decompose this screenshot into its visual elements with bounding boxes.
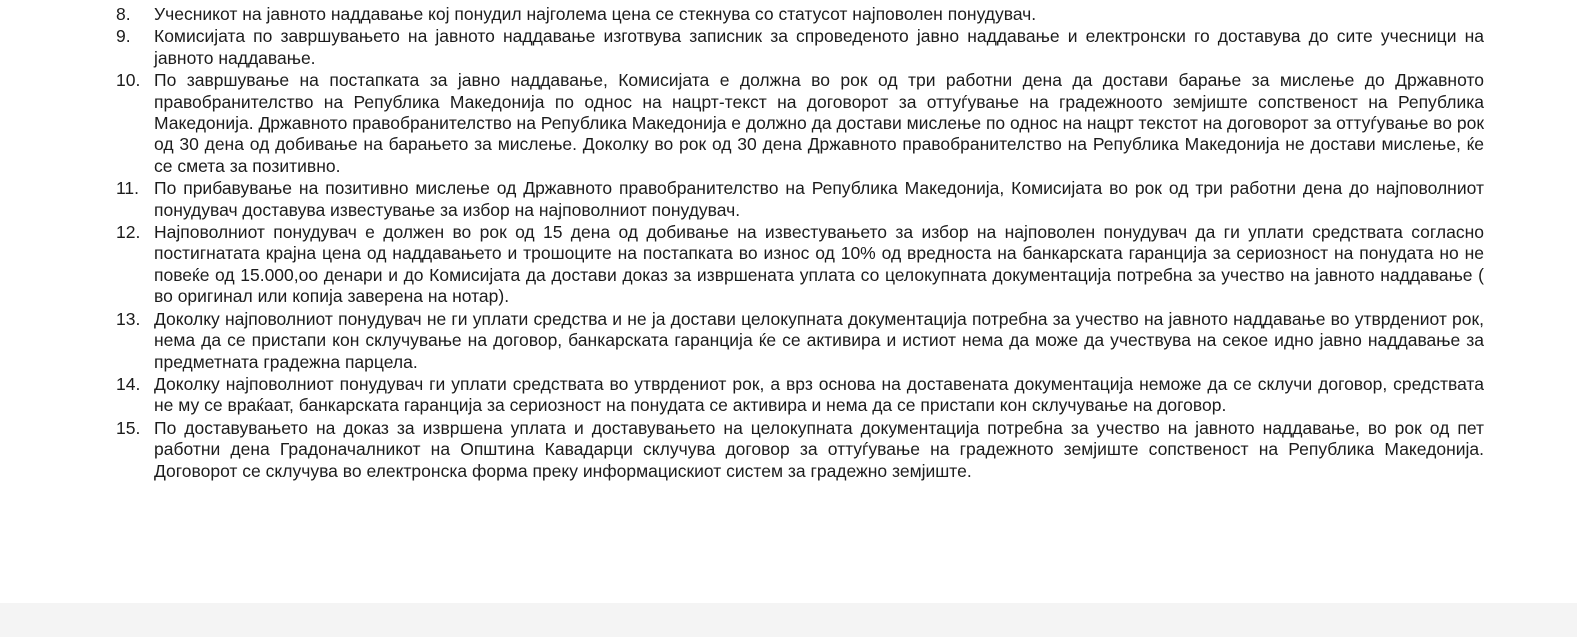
numbered-provisions-list	[116, 4, 1484, 483]
list-item	[116, 26, 1484, 69]
item-text: По прибавување на позитивно мислење од Државното правобранителство на Република Македонија, Комисијата во рок од три работни дена до најповолниот понудувач доставува известување за избор на најповолниот понудувач.	[154, 178, 1484, 220]
list-item	[116, 418, 1484, 482]
list-item	[116, 374, 1484, 417]
item-text: Најповолниот понудувач е должен во рок од 15 дена од добивање на известувањето за избор на најповолен понудувач да ги уплати средствата согласно постигнатата крајна цена од наддавањето и трошоците на постапката во износ од 10% од вредноста на банкарската гаранција за сериозност на понудата но не повеќе од 15.000,оо денари и до Комисијата да достави доказ за извршената уплата со целокупната документација потребна за учество на јавното наддавање ( во оригинал или копија заверена на нотар).	[154, 222, 1484, 307]
list-item	[116, 178, 1484, 221]
scan-bottom-margin	[0, 603, 1577, 637]
item-text: По завршување на постапката за јавно наддавање, Комисијата е должна во рок од три работни дена да достави барање за мислење до Државното правобранителство на Република Македонија по однос на нацрт-текст на договорот за оттуѓување на градежноото земјиште сопственост на Република Македонија. Државното правобранителство на Република Македонија е должно да достави мислење по однос на нацрт текстот на договорот за оттуѓување во рок од 30 дена од добивање на барањето за мислење. Доколку во рок од 30 дена Државното правобранителство на Република Македонија не достави мислење, ќе се смета за позитивно.	[154, 70, 1484, 176]
item-number: 12.	[116, 222, 141, 243]
item-number: 14.	[116, 373, 141, 394]
item-text: Доколку најповолниот понудувач не ги уплати средства и не ја достави целокупната документација потребна за учество на јавното наддавање во утврдениот рок, нема да се пристапи кон склучување на договор, банкарската гаранција ќе се активира и истиот нема да може да учествува на секое идно јавно наддавање за предметната градежна парцела.	[154, 308, 1484, 372]
item-text: Комисијата по завршувањето на јавното наддавање изготвува записник за спроведеното јавно наддавање и електронски го доставува до сите учесници на јавното наддавање.	[154, 26, 1484, 68]
item-text: Учесникот на јавното наддавање кој понудил најголема цена се стекнува со статусот најповолен понудувач.	[154, 4, 1037, 24]
list-item	[116, 309, 1484, 373]
list-item	[116, 70, 1484, 177]
item-number: 8.	[116, 4, 131, 24]
item-text: Доколку најповолниот понудувач ги уплати средствата во утврдениот рок, а врз основа на доставената документација неможе да се склучи договор, средствата не му се враќаат, банкарската гаранција за сериозност на понудата се активира и нема да се пристапи кон склучување на договор.	[154, 373, 1484, 416]
item-number: 15.	[116, 417, 141, 438]
item-text: По доставувањето на доказ за извршена уплата и доставувањето на целокупната документација потребна за учество на јавното наддавање, во рок од пет работни дена Градоначалникот на Општина Кавадарци склучува договор за оттуѓување на градежното земјиште сопственост на Република Македонија. Договорот се склучува во електронска форма преку информацискиот систем за градежно земјиште.	[154, 417, 1484, 481]
item-number: 13.	[116, 308, 141, 329]
item-number: 11.	[116, 178, 140, 199]
list-item	[116, 4, 1484, 25]
list-item	[116, 222, 1484, 308]
item-number: 9.	[116, 26, 131, 47]
item-number: 10.	[116, 70, 141, 91]
